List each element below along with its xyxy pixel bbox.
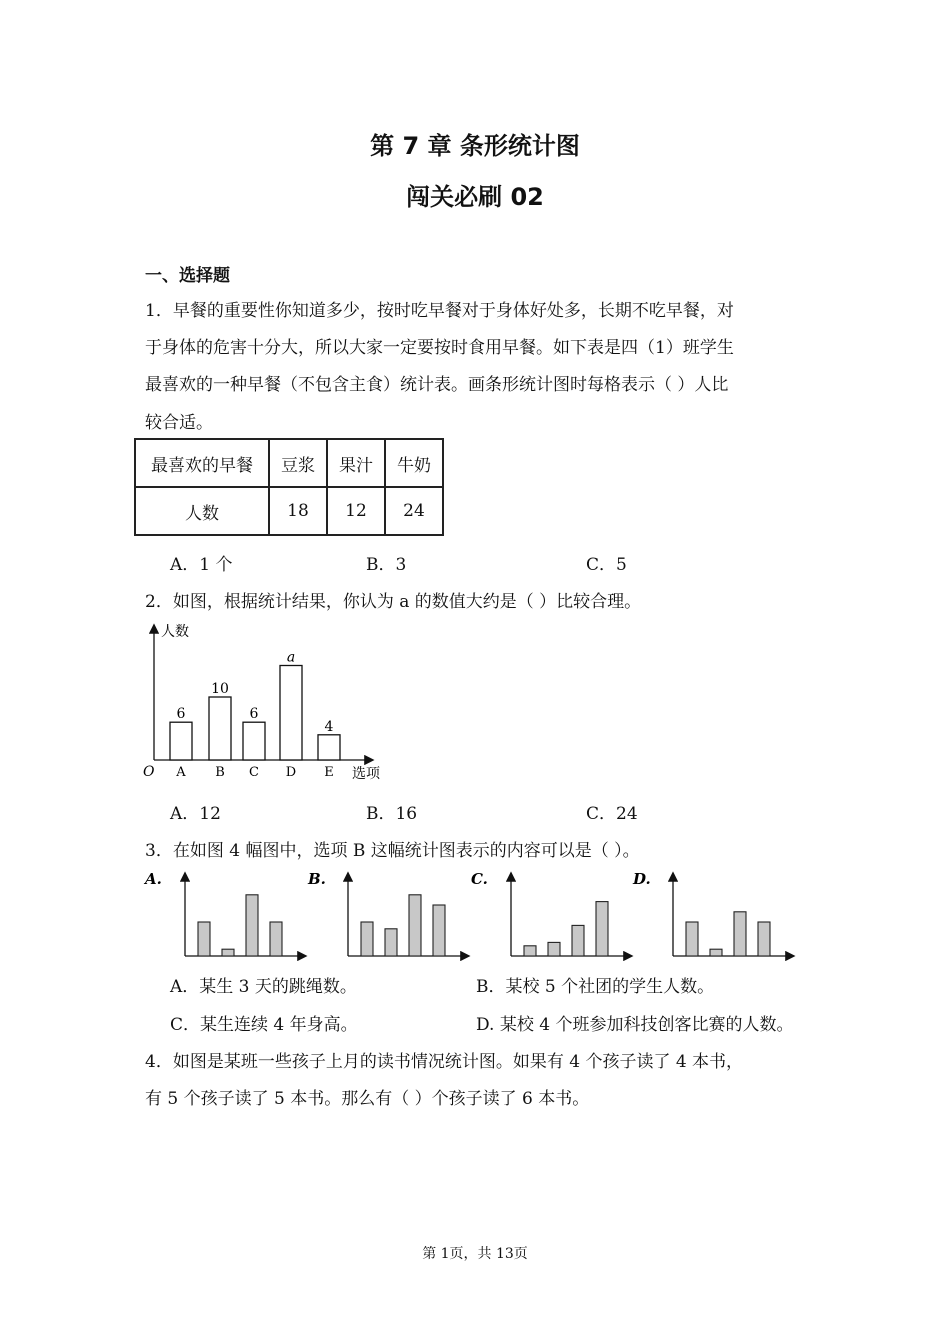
mini-bar — [246, 895, 258, 956]
bar-C — [243, 722, 265, 760]
option-b[interactable]: B．某校 5 个社团的学生人数。 — [476, 977, 715, 997]
table-row — [135, 439, 443, 487]
x-tick-label: D — [285, 765, 297, 780]
table-cell: 人数 — [135, 487, 269, 535]
mini-bar — [222, 949, 234, 956]
mini-bar — [710, 949, 722, 956]
mini-bar — [524, 946, 536, 956]
mini-charts — [140, 866, 820, 966]
bar-A — [170, 722, 192, 760]
option-a[interactable]: A．1 个 — [170, 555, 233, 575]
origin-label: O — [143, 764, 155, 780]
page-title: 第 7 章 条形统计图 — [370, 132, 580, 160]
question-2-text: 2．如图，根据统计结果，你认为 a 的数值大约是（ ）比较合理。 — [145, 592, 642, 612]
bar-value-label: 6 — [249, 706, 259, 723]
bar-value-label: 4 — [324, 718, 334, 735]
mini-chart-1 — [143, 870, 305, 956]
mini-chart-4 — [632, 870, 793, 956]
table-header-cell: 豆浆 — [269, 439, 327, 487]
mini-bar — [270, 922, 282, 956]
x-tick-label: B — [215, 765, 225, 780]
option-a[interactable]: A．12 — [170, 804, 221, 824]
mini-bar — [409, 895, 421, 956]
mini-chart-3 — [471, 870, 631, 956]
option-b[interactable]: B．16 — [366, 804, 418, 824]
table-header-cell: 最喜欢的早餐 — [135, 439, 269, 487]
option-c[interactable]: C．5 — [586, 555, 627, 575]
bar-value-label: 6 — [176, 706, 186, 723]
mini-bar — [734, 912, 746, 956]
table-cell: 18 — [269, 487, 327, 535]
mini-chart-label: A. — [145, 870, 162, 888]
page-footer: 第 1页，共 13页 — [422, 1246, 528, 1262]
section-title: 一、选择题 — [145, 266, 230, 286]
table-header-cell: 牛奶 — [385, 439, 443, 487]
mini-bar — [198, 922, 210, 956]
mini-chart-label: B. — [308, 870, 326, 888]
mini-bar — [572, 925, 584, 956]
mini-bar — [433, 905, 445, 956]
breakfast-table — [134, 438, 444, 536]
table-header-cell: 果汁 — [327, 439, 385, 487]
y-axis-label: 人数 — [161, 624, 189, 640]
mini-chart-label: D. — [633, 870, 651, 888]
bar-D — [280, 666, 302, 761]
question-4-line: 有 5 个孩子读了 5 本书。那么有（ ）个孩子读了 6 本书。 — [145, 1089, 590, 1109]
mini-chart-label: C. — [471, 870, 488, 888]
mini-bar — [686, 922, 698, 956]
mini-bar — [758, 922, 770, 956]
table-row — [135, 487, 443, 535]
x-tick-label: E — [324, 765, 334, 780]
question-3-text: 3．在如图 4 幅图中，选项 B 这幅统计图表示的内容可以是（ ）。 — [145, 841, 640, 861]
table-cell: 24 — [385, 487, 443, 535]
mini-bar — [548, 942, 560, 956]
question-1-line: 较合适。 — [145, 413, 213, 433]
question-1-line: 1．早餐的重要性你知道多少，按时吃早餐对于身体好处多，长期不吃早餐，对 — [145, 301, 734, 321]
x-axis-label: 选项 — [352, 766, 380, 782]
mini-chart-2 — [307, 870, 468, 956]
bar-chart — [138, 618, 398, 788]
table-cell: 12 — [327, 487, 385, 535]
bar-B — [209, 697, 231, 760]
mini-bar — [596, 902, 608, 956]
question-1-line: 最喜欢的一种早餐（不包含主食）统计表。画条形统计图时每格表示（ ）人比 — [145, 375, 729, 395]
mini-bar — [361, 922, 373, 956]
option-c[interactable]: C．某生连续 4 年身高。 — [170, 1015, 358, 1035]
page-subtitle: 闯关必刷 02 — [406, 183, 544, 211]
bar-value-label: 10 — [211, 681, 229, 697]
question-4-line: 4．如图是某班一些孩子上月的读书情况统计图。如果有 4 个孩子读了 4 本书， — [145, 1052, 744, 1072]
x-tick-label: A — [176, 765, 186, 780]
bar-value-label: a — [286, 649, 296, 666]
option-b[interactable]: B．3 — [366, 555, 407, 575]
option-c[interactable]: C．24 — [586, 804, 638, 824]
mini-bar — [385, 929, 397, 956]
option-d[interactable]: D. 某校 4 个班参加科技创客比赛的人数。 — [476, 1015, 794, 1035]
option-a[interactable]: A．某生 3 天的跳绳数。 — [170, 977, 357, 997]
x-tick-label: C — [249, 765, 259, 780]
question-1-line: 于身体的危害十分大，所以大家一定要按时食用早餐。如下表是四（1）班学生 — [145, 338, 734, 358]
bar-E — [318, 735, 340, 760]
